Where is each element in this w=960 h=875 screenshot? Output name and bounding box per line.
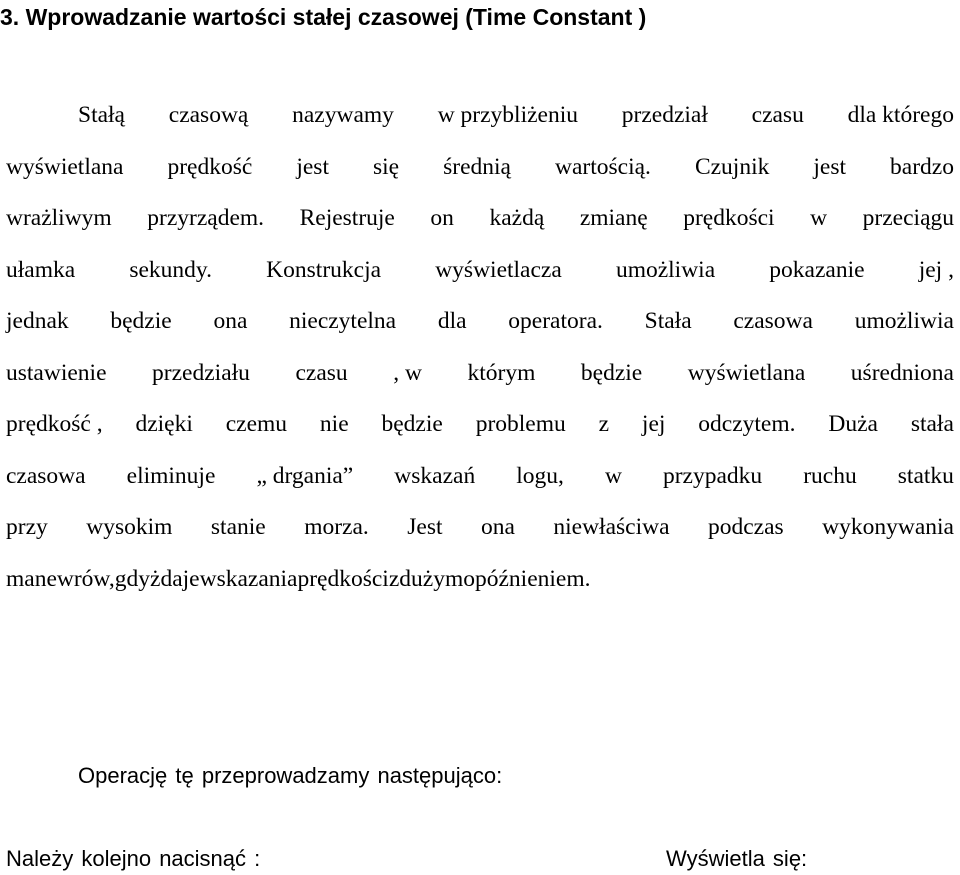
paragraph-word: daje xyxy=(160,565,200,592)
paragraph-word: wykonywania xyxy=(822,514,954,541)
paragraph-word: dla xyxy=(437,308,467,335)
paragraph-word: gdyż xyxy=(114,565,161,592)
paragraph-word: każdą xyxy=(489,205,545,232)
paragraph-word: umożliwia xyxy=(615,256,716,283)
paragraph-word: wrażliwym xyxy=(6,205,112,232)
paragraph-word: będzie xyxy=(381,411,443,438)
paragraph-word: logu, xyxy=(516,462,564,489)
procedure-intro: Operację tę przeprowadzamy następująco: xyxy=(78,763,503,788)
paragraph-word: wysokim xyxy=(86,514,173,541)
paragraph-word: ona xyxy=(213,308,248,335)
paragraph-word: wskazania xyxy=(199,565,298,592)
paragraph-word: dużym xyxy=(399,565,464,592)
paragraph-word: czasowa xyxy=(733,308,813,335)
paragraph-word: Konstrukcja xyxy=(266,256,382,283)
paragraph-word: przedział xyxy=(621,102,708,129)
paragraph-word: bardzo xyxy=(890,153,954,180)
paragraph-word: czasowa xyxy=(6,462,86,489)
paragraph-word: Stałą xyxy=(78,102,125,129)
paragraph-line xyxy=(0,193,954,245)
paragraph-word: przy xyxy=(6,514,48,541)
paragraph-word: wyświetlacza xyxy=(435,256,562,283)
paragraph-word: którym xyxy=(467,359,536,386)
paragraph-word: podczas xyxy=(708,514,784,541)
paragraph-word: odczytem. xyxy=(698,411,796,438)
paragraph-word: ona xyxy=(480,514,515,541)
paragraph-word: się xyxy=(373,153,400,180)
body-paragraph xyxy=(0,90,960,605)
paragraph-word: prędkość xyxy=(167,153,253,180)
paragraph-line xyxy=(0,451,954,503)
paragraph-word: przedziału xyxy=(152,359,250,386)
paragraph-word: jest xyxy=(296,153,329,180)
paragraph-word: Jest xyxy=(407,514,443,541)
paragraph-word: w xyxy=(810,205,828,232)
paragraph-word: prędkość , xyxy=(6,411,103,438)
paragraph-word: Duża xyxy=(828,411,878,438)
paragraph-line xyxy=(0,296,954,348)
paragraph-word: pokazanie xyxy=(769,256,865,283)
paragraph-word: stanie xyxy=(210,514,266,541)
paragraph-word: wskazań xyxy=(394,462,476,489)
paragraph-word: Rejestruje xyxy=(299,205,395,232)
paragraph-word: w przybliżeniu xyxy=(437,102,578,129)
paragraph-word: zmianę xyxy=(579,205,648,232)
paragraph-word: czasu xyxy=(751,102,804,129)
paragraph-line xyxy=(0,502,954,554)
paragraph-word: statku xyxy=(897,462,954,489)
paragraph-word: morza. xyxy=(304,514,369,541)
paragraph-word: sekundy. xyxy=(129,256,213,283)
display-shows-label: Wyświetla się: xyxy=(666,846,808,871)
paragraph-word: przeciągu xyxy=(862,205,954,232)
paragraph-line xyxy=(0,142,954,194)
paragraph-word: umożliwia xyxy=(854,308,954,335)
paragraph-word: niewłaściwa xyxy=(553,514,670,541)
paragraph-word: z xyxy=(388,565,400,592)
paragraph-word: „ drgania” xyxy=(256,462,354,489)
paragraph-word: stała xyxy=(910,411,954,438)
paragraph-word: czasową xyxy=(168,102,249,129)
paragraph-word: operatora. xyxy=(508,308,603,335)
paragraph-word: prędkości xyxy=(683,205,775,232)
paragraph-word: nazywamy xyxy=(292,102,394,129)
paragraph-word: będzie xyxy=(580,359,643,386)
paragraph-word: ruchu xyxy=(803,462,857,489)
paragraph-line xyxy=(0,399,954,451)
press-keys-label: Należy kolejno nacisnąć : xyxy=(6,846,261,871)
paragraph-word: w xyxy=(604,462,622,489)
paragraph-line xyxy=(0,90,954,142)
paragraph-word: będzie xyxy=(110,308,172,335)
paragraph-word: czemu xyxy=(225,411,288,438)
paragraph-word: on xyxy=(430,205,454,232)
paragraph-word: opóźnieniem. xyxy=(463,565,591,592)
paragraph-word: dla którego xyxy=(847,102,954,129)
paragraph-word: Stała xyxy=(644,308,692,335)
paragraph-word: wyświetlana xyxy=(687,359,806,386)
paragraph-word: jej , xyxy=(918,256,954,283)
paragraph-word: jest xyxy=(813,153,847,180)
paragraph-word: ułamka xyxy=(6,256,76,283)
paragraph-word: przyrządem. xyxy=(147,205,265,232)
paragraph-word: z xyxy=(598,411,610,438)
paragraph-word: uśredniona xyxy=(850,359,954,386)
section-heading: 3. Wprowadzanie wartości stałej czasowej (Time Constant ) xyxy=(0,4,647,30)
paragraph-word: średnią xyxy=(443,153,511,180)
paragraph-word: jednak xyxy=(6,308,69,335)
paragraph-word: ustawienie xyxy=(6,359,107,386)
paragraph-word: dzięki xyxy=(135,411,193,438)
paragraph-word: wyświetlana xyxy=(6,153,124,180)
paragraph-line xyxy=(0,554,954,606)
paragraph-word: eliminuje xyxy=(126,462,216,489)
paragraph-word: , w xyxy=(393,359,422,386)
paragraph-word: czasu xyxy=(295,359,348,386)
paragraph-word: manewrów, xyxy=(6,565,115,592)
paragraph-word: nie xyxy=(319,411,349,438)
paragraph-line xyxy=(0,245,954,297)
paragraph-word: problemu xyxy=(475,411,566,438)
paragraph-word: nieczytelna xyxy=(289,308,397,335)
paragraph-word: przypadku xyxy=(662,462,763,489)
paragraph-word: Czujnik xyxy=(694,153,770,180)
paragraph-word: jej xyxy=(641,411,666,438)
paragraph-word: prędkości xyxy=(297,565,389,592)
paragraph-word: wartością. xyxy=(555,153,651,180)
paragraph-line xyxy=(0,348,954,400)
